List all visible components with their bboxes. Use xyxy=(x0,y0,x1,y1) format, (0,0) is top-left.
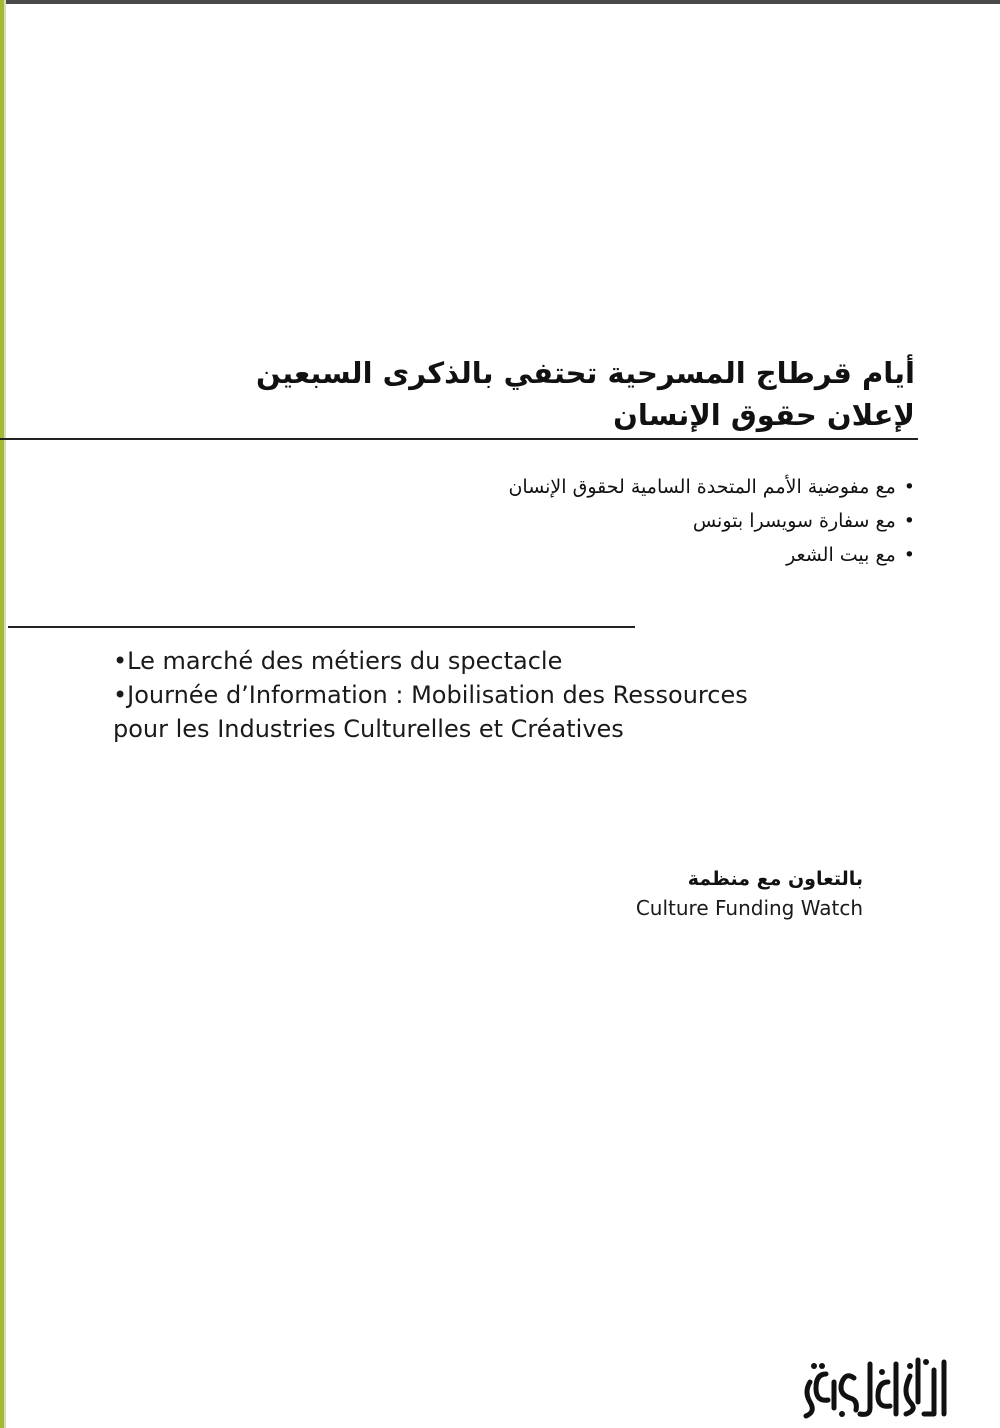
page-frame-left-shadow xyxy=(4,0,6,1428)
arabic-partner-text: مع سفارة سويسرا بتونس xyxy=(692,510,896,532)
jtc-logo-icon xyxy=(798,1352,950,1422)
arabic-title-line-2: لإعلان حقوق الإنسان xyxy=(613,398,915,432)
arabic-title-line-1: أيام قرطاج المسرحية تحتفي بالذكرى السبعين xyxy=(256,356,915,390)
french-item: •Journée d’Information : Mobilisation des Ressources xyxy=(113,681,748,709)
page-frame-top xyxy=(0,0,1000,4)
french-item: •Le marché des métiers du spectacle xyxy=(113,647,563,675)
bullet-icon: • xyxy=(903,510,915,532)
bullet-icon: • xyxy=(903,476,915,498)
collaboration-organization: Culture Funding Watch xyxy=(635,896,863,920)
title-divider xyxy=(0,438,918,440)
arabic-partner-item xyxy=(215,470,915,504)
arabic-partner-item xyxy=(215,538,915,572)
arabic-partner-item xyxy=(215,504,915,538)
arabic-partner-text: مع مفوضية الأمم المتحدة السامية لحقوق الإنسان xyxy=(508,476,896,498)
french-item: pour les Industries Culturelles et Créatives xyxy=(113,715,624,743)
arabic-partner-list xyxy=(215,470,915,572)
collaboration-label-arabic: بالتعاون مع منظمة xyxy=(687,868,863,890)
section-divider xyxy=(8,626,635,628)
arabic-title xyxy=(135,352,915,436)
bullet-icon: • xyxy=(903,544,915,566)
arabic-partner-text: مع بيت الشعر xyxy=(786,544,896,566)
french-item-list xyxy=(113,644,903,746)
